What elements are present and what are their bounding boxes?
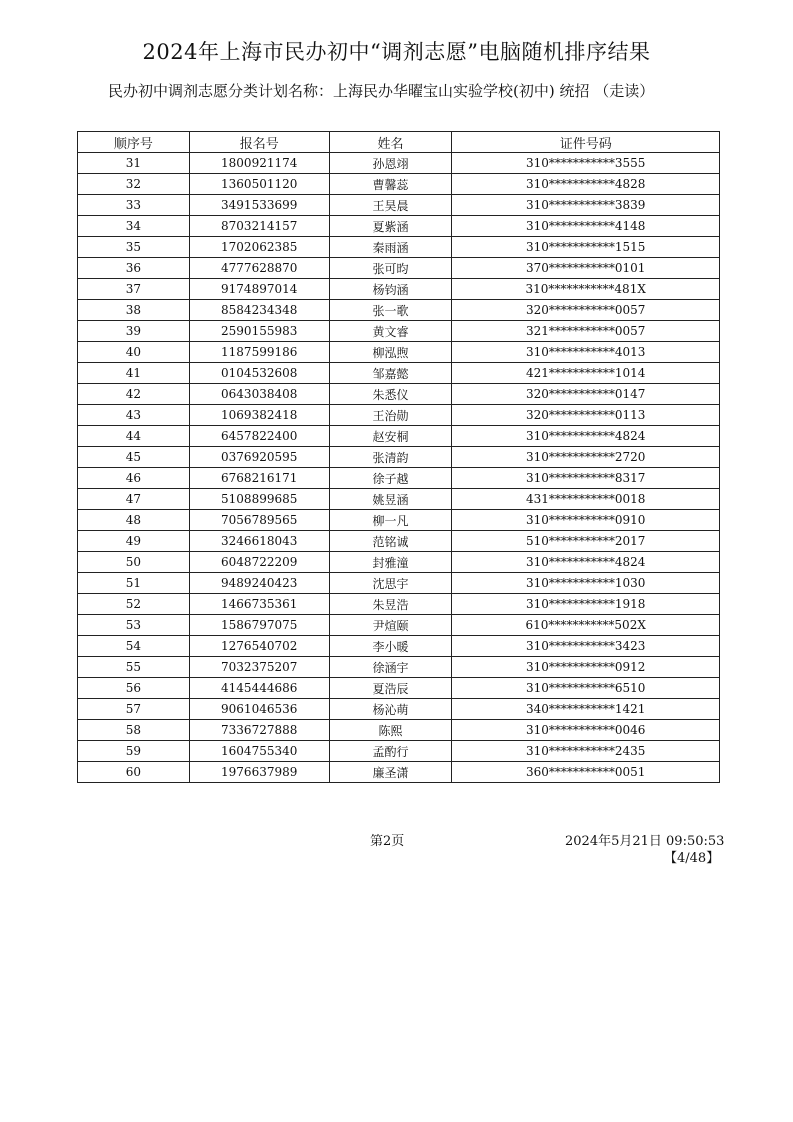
cell-seq: 56 — [78, 678, 190, 699]
cell-registration-no: 5108899685 — [189, 489, 329, 510]
cell-name: 尹煊颐 — [329, 615, 452, 636]
cell-name: 张一歌 — [329, 300, 452, 321]
cell-id-number: 310***********1918 — [452, 594, 720, 615]
cell-id-number: 310***********0910 — [452, 510, 720, 531]
table-row — [78, 384, 720, 405]
table-row — [78, 594, 720, 615]
cell-seq: 38 — [78, 300, 190, 321]
table-row — [78, 489, 720, 510]
cell-name: 朱昱浩 — [329, 594, 452, 615]
cell-registration-no: 2590155983 — [189, 321, 329, 342]
cell-registration-no: 0104532608 — [189, 363, 329, 384]
table-row — [78, 699, 720, 720]
cell-id-number: 310***********4828 — [452, 174, 720, 195]
table-row — [78, 300, 720, 321]
cell-registration-no: 1586797075 — [189, 615, 329, 636]
cell-id-number: 310***********4148 — [452, 216, 720, 237]
table-row — [78, 552, 720, 573]
table-row — [78, 447, 720, 468]
cell-seq: 60 — [78, 762, 190, 783]
cell-registration-no: 1276540702 — [189, 636, 329, 657]
cell-name: 张可昀 — [329, 258, 452, 279]
cell-id-number: 610***********502X — [452, 615, 720, 636]
cell-id-number: 310***********0912 — [452, 657, 720, 678]
cell-registration-no: 1604755340 — [189, 741, 329, 762]
table-body — [78, 153, 720, 783]
cell-registration-no: 9174897014 — [189, 279, 329, 300]
cell-registration-no: 7056789565 — [189, 510, 329, 531]
cell-registration-no: 4145444686 — [189, 678, 329, 699]
cell-registration-no: 1800921174 — [189, 153, 329, 174]
table-row — [78, 657, 720, 678]
plan-name: 民办初中调剂志愿分类计划名称：上海民办华曜宝山实验学校(初中) 统招 （走读） — [108, 82, 655, 100]
cell-id-number: 310***********2720 — [452, 447, 720, 468]
cell-name: 沈思宇 — [329, 573, 452, 594]
cell-name: 杨钧涵 — [329, 279, 452, 300]
page-number: 第2页 — [370, 834, 405, 849]
cell-id-number: 310***********481X — [452, 279, 720, 300]
cell-id-number: 510***********2017 — [452, 531, 720, 552]
cell-id-number: 320***********0057 — [452, 300, 720, 321]
cell-seq: 42 — [78, 384, 190, 405]
table-row — [78, 363, 720, 384]
cell-seq: 41 — [78, 363, 190, 384]
cell-name: 封雅潼 — [329, 552, 452, 573]
cell-registration-no: 7032375207 — [189, 657, 329, 678]
cell-seq: 33 — [78, 195, 190, 216]
cell-id-number: 320***********0147 — [452, 384, 720, 405]
cell-registration-no: 6768216171 — [189, 468, 329, 489]
cell-seq: 53 — [78, 615, 190, 636]
table-row — [78, 720, 720, 741]
cell-registration-no: 1187599186 — [189, 342, 329, 363]
cell-seq: 47 — [78, 489, 190, 510]
cell-id-number: 340***********1421 — [452, 699, 720, 720]
cell-name: 赵安桐 — [329, 426, 452, 447]
table-row — [78, 573, 720, 594]
page-index: 【4/48】 — [664, 851, 720, 866]
table-row — [78, 615, 720, 636]
cell-id-number: 310***********1515 — [452, 237, 720, 258]
cell-seq: 43 — [78, 405, 190, 426]
cell-registration-no: 9489240423 — [189, 573, 329, 594]
cell-registration-no: 3491533699 — [189, 195, 329, 216]
cell-id-number: 321***********0057 — [452, 321, 720, 342]
header-seq: 顺序号 — [78, 132, 190, 153]
table-row — [78, 153, 720, 174]
cell-name: 姚昱涵 — [329, 489, 452, 510]
table-row — [78, 279, 720, 300]
cell-id-number: 310***********4824 — [452, 552, 720, 573]
cell-seq: 37 — [78, 279, 190, 300]
cell-id-number: 310***********2435 — [452, 741, 720, 762]
cell-registration-no: 0376920595 — [189, 447, 329, 468]
cell-name: 张清韵 — [329, 447, 452, 468]
cell-seq: 49 — [78, 531, 190, 552]
cell-seq: 51 — [78, 573, 190, 594]
cell-registration-no: 8584234348 — [189, 300, 329, 321]
cell-id-number: 310***********6510 — [452, 678, 720, 699]
cell-seq: 31 — [78, 153, 190, 174]
cell-registration-no: 4777628870 — [189, 258, 329, 279]
cell-id-number: 310***********3423 — [452, 636, 720, 657]
cell-seq: 54 — [78, 636, 190, 657]
cell-id-number: 431***********0018 — [452, 489, 720, 510]
cell-id-number: 310***********4013 — [452, 342, 720, 363]
table-row — [78, 258, 720, 279]
cell-name: 孙恩翊 — [329, 153, 452, 174]
cell-name: 曹馨蕊 — [329, 174, 452, 195]
cell-name: 朱悉仪 — [329, 384, 452, 405]
table-header-row — [78, 132, 720, 153]
cell-seq: 34 — [78, 216, 190, 237]
table-row — [78, 741, 720, 762]
cell-seq: 52 — [78, 594, 190, 615]
cell-seq: 48 — [78, 510, 190, 531]
cell-name: 廉圣潇 — [329, 762, 452, 783]
cell-name: 杨沁萌 — [329, 699, 452, 720]
cell-name: 孟酌行 — [329, 741, 452, 762]
table-row — [78, 405, 720, 426]
cell-seq: 46 — [78, 468, 190, 489]
cell-seq: 59 — [78, 741, 190, 762]
cell-name: 徐子越 — [329, 468, 452, 489]
cell-id-number: 310***********8317 — [452, 468, 720, 489]
cell-seq: 39 — [78, 321, 190, 342]
cell-id-number: 310***********3555 — [452, 153, 720, 174]
header-id-number: 证件号码 — [452, 132, 720, 153]
cell-seq: 45 — [78, 447, 190, 468]
cell-name: 黄文睿 — [329, 321, 452, 342]
page-title: 2024年上海市民办初中“调剂志愿”电脑随机排序结果 — [142, 40, 651, 64]
cell-id-number: 421***********1014 — [452, 363, 720, 384]
cell-registration-no: 1466735361 — [189, 594, 329, 615]
table-row — [78, 510, 720, 531]
cell-id-number: 310***********0046 — [452, 720, 720, 741]
cell-registration-no: 7336727888 — [189, 720, 329, 741]
timestamp: 2024年5月21日 09:50:53 — [565, 834, 725, 849]
cell-registration-no: 1702062385 — [189, 237, 329, 258]
table-row — [78, 195, 720, 216]
table-row — [78, 342, 720, 363]
table-row — [78, 636, 720, 657]
table-row — [78, 678, 720, 699]
cell-id-number: 310***********1030 — [452, 573, 720, 594]
cell-registration-no: 8703214157 — [189, 216, 329, 237]
table-row — [78, 531, 720, 552]
cell-name: 王治勋 — [329, 405, 452, 426]
cell-id-number: 360***********0051 — [452, 762, 720, 783]
cell-seq: 50 — [78, 552, 190, 573]
table-row — [78, 321, 720, 342]
table-row — [78, 174, 720, 195]
cell-registration-no: 1976637989 — [189, 762, 329, 783]
cell-name: 王昊晨 — [329, 195, 452, 216]
cell-registration-no: 6048722209 — [189, 552, 329, 573]
cell-name: 秦雨涵 — [329, 237, 452, 258]
cell-name: 范铭诚 — [329, 531, 452, 552]
cell-seq: 35 — [78, 237, 190, 258]
header-name: 姓名 — [329, 132, 452, 153]
cell-seq: 44 — [78, 426, 190, 447]
cell-name: 徐涵宇 — [329, 657, 452, 678]
table-row — [78, 762, 720, 783]
cell-registration-no: 1069382418 — [189, 405, 329, 426]
cell-seq: 40 — [78, 342, 190, 363]
cell-name: 陈熙 — [329, 720, 452, 741]
cell-registration-no: 1360501120 — [189, 174, 329, 195]
cell-seq: 57 — [78, 699, 190, 720]
cell-id-number: 320***********0113 — [452, 405, 720, 426]
cell-registration-no: 0643038408 — [189, 384, 329, 405]
cell-name: 柳一凡 — [329, 510, 452, 531]
cell-seq: 58 — [78, 720, 190, 741]
cell-name: 邹嘉懿 — [329, 363, 452, 384]
cell-seq: 36 — [78, 258, 190, 279]
cell-registration-no: 6457822400 — [189, 426, 329, 447]
cell-name: 夏紫涵 — [329, 216, 452, 237]
table-row — [78, 237, 720, 258]
cell-seq: 55 — [78, 657, 190, 678]
cell-registration-no: 3246618043 — [189, 531, 329, 552]
cell-id-number: 310***********4824 — [452, 426, 720, 447]
cell-name: 夏浩辰 — [329, 678, 452, 699]
results-table — [77, 131, 720, 783]
header-registration-no: 报名号 — [189, 132, 329, 153]
table-row — [78, 216, 720, 237]
cell-id-number: 310***********3839 — [452, 195, 720, 216]
cell-registration-no: 9061046536 — [189, 699, 329, 720]
cell-seq: 32 — [78, 174, 190, 195]
cell-id-number: 370***********0101 — [452, 258, 720, 279]
table-row — [78, 468, 720, 489]
cell-name: 柳泓煦 — [329, 342, 452, 363]
table-row — [78, 426, 720, 447]
cell-name: 李小暖 — [329, 636, 452, 657]
